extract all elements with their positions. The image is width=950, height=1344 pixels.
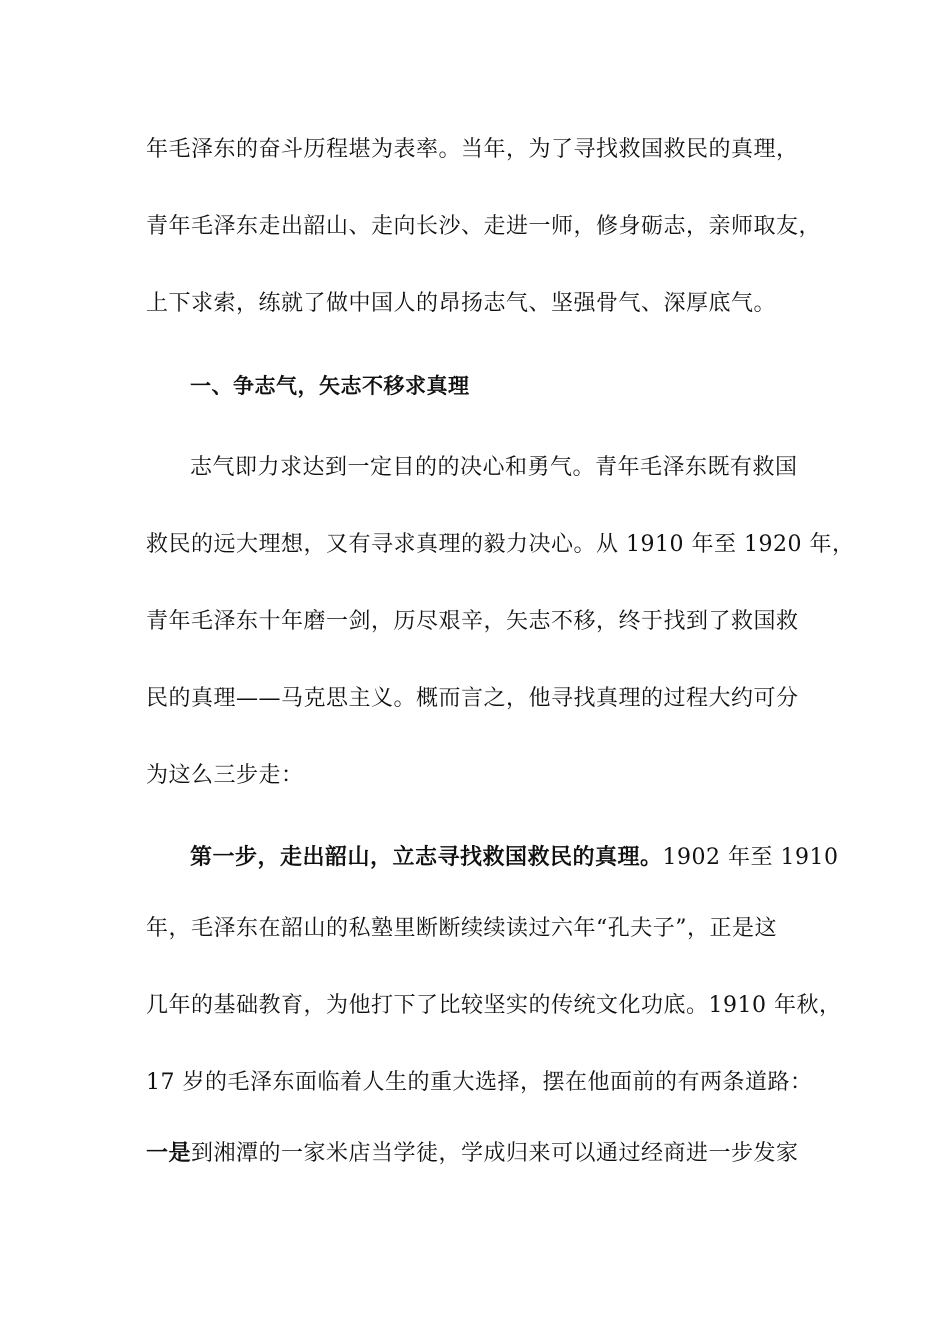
paragraph-line: 17 岁的毛泽东面临着人生的重大选择，摆在他面前的有两条道路： xyxy=(146,1070,813,1095)
body-text-line: 青年毛泽东走出韶山、走向长沙、走进一师，修身砺志，亲师取友， xyxy=(146,214,822,239)
option-one-text: 到湘潭的一家米店当学徒，学成归来可以通过经商进一步发家 xyxy=(191,1141,799,1166)
paragraph-line: 民的真理——马克思主义。概而言之，他寻找真理的过程大约可分 xyxy=(146,686,799,711)
paragraph-line xyxy=(146,1138,810,1169)
paragraph-line: 几年的基础教育，为他打下了比较坚实的传统文化功底。1910 年秋， xyxy=(146,993,842,1018)
paragraph-line: 救民的远大理想，又有寻求真理的毅力决心。从 1910 年至 1920 年， xyxy=(146,532,855,557)
step-one-lead: 第一步，走出韶山，立志寻找救国救民的真理。 xyxy=(190,844,663,870)
section-heading: 一、争志气，矢志不移求真理 xyxy=(190,374,470,398)
paragraph-line: 年，毛泽东在韶山的私塾里断断续续读过六年“孔夫子”，正是这 xyxy=(146,916,777,941)
step-one-line xyxy=(190,842,839,873)
body-text-line: 上下求索，练就了做中国人的昂扬志气、坚强骨气、深厚底气。 xyxy=(146,291,777,316)
paragraph-line: 青年毛泽东十年磨一剑，历尽艰辛，矢志不移，终于找到了救国救 xyxy=(146,609,799,634)
body-text-line: 年毛泽东的奋斗历程堪为表率。当年，为了寻找救国救民的真理， xyxy=(146,137,799,162)
paragraph-line: 为这么三步走： xyxy=(146,763,304,788)
option-one-label: 一是 xyxy=(146,1140,192,1166)
step-one-years: 1902 年至 1910 xyxy=(662,845,839,870)
paragraph-line: 志气即力求达到一定目的的决心和勇气。青年毛泽东既有救国 xyxy=(190,455,798,480)
